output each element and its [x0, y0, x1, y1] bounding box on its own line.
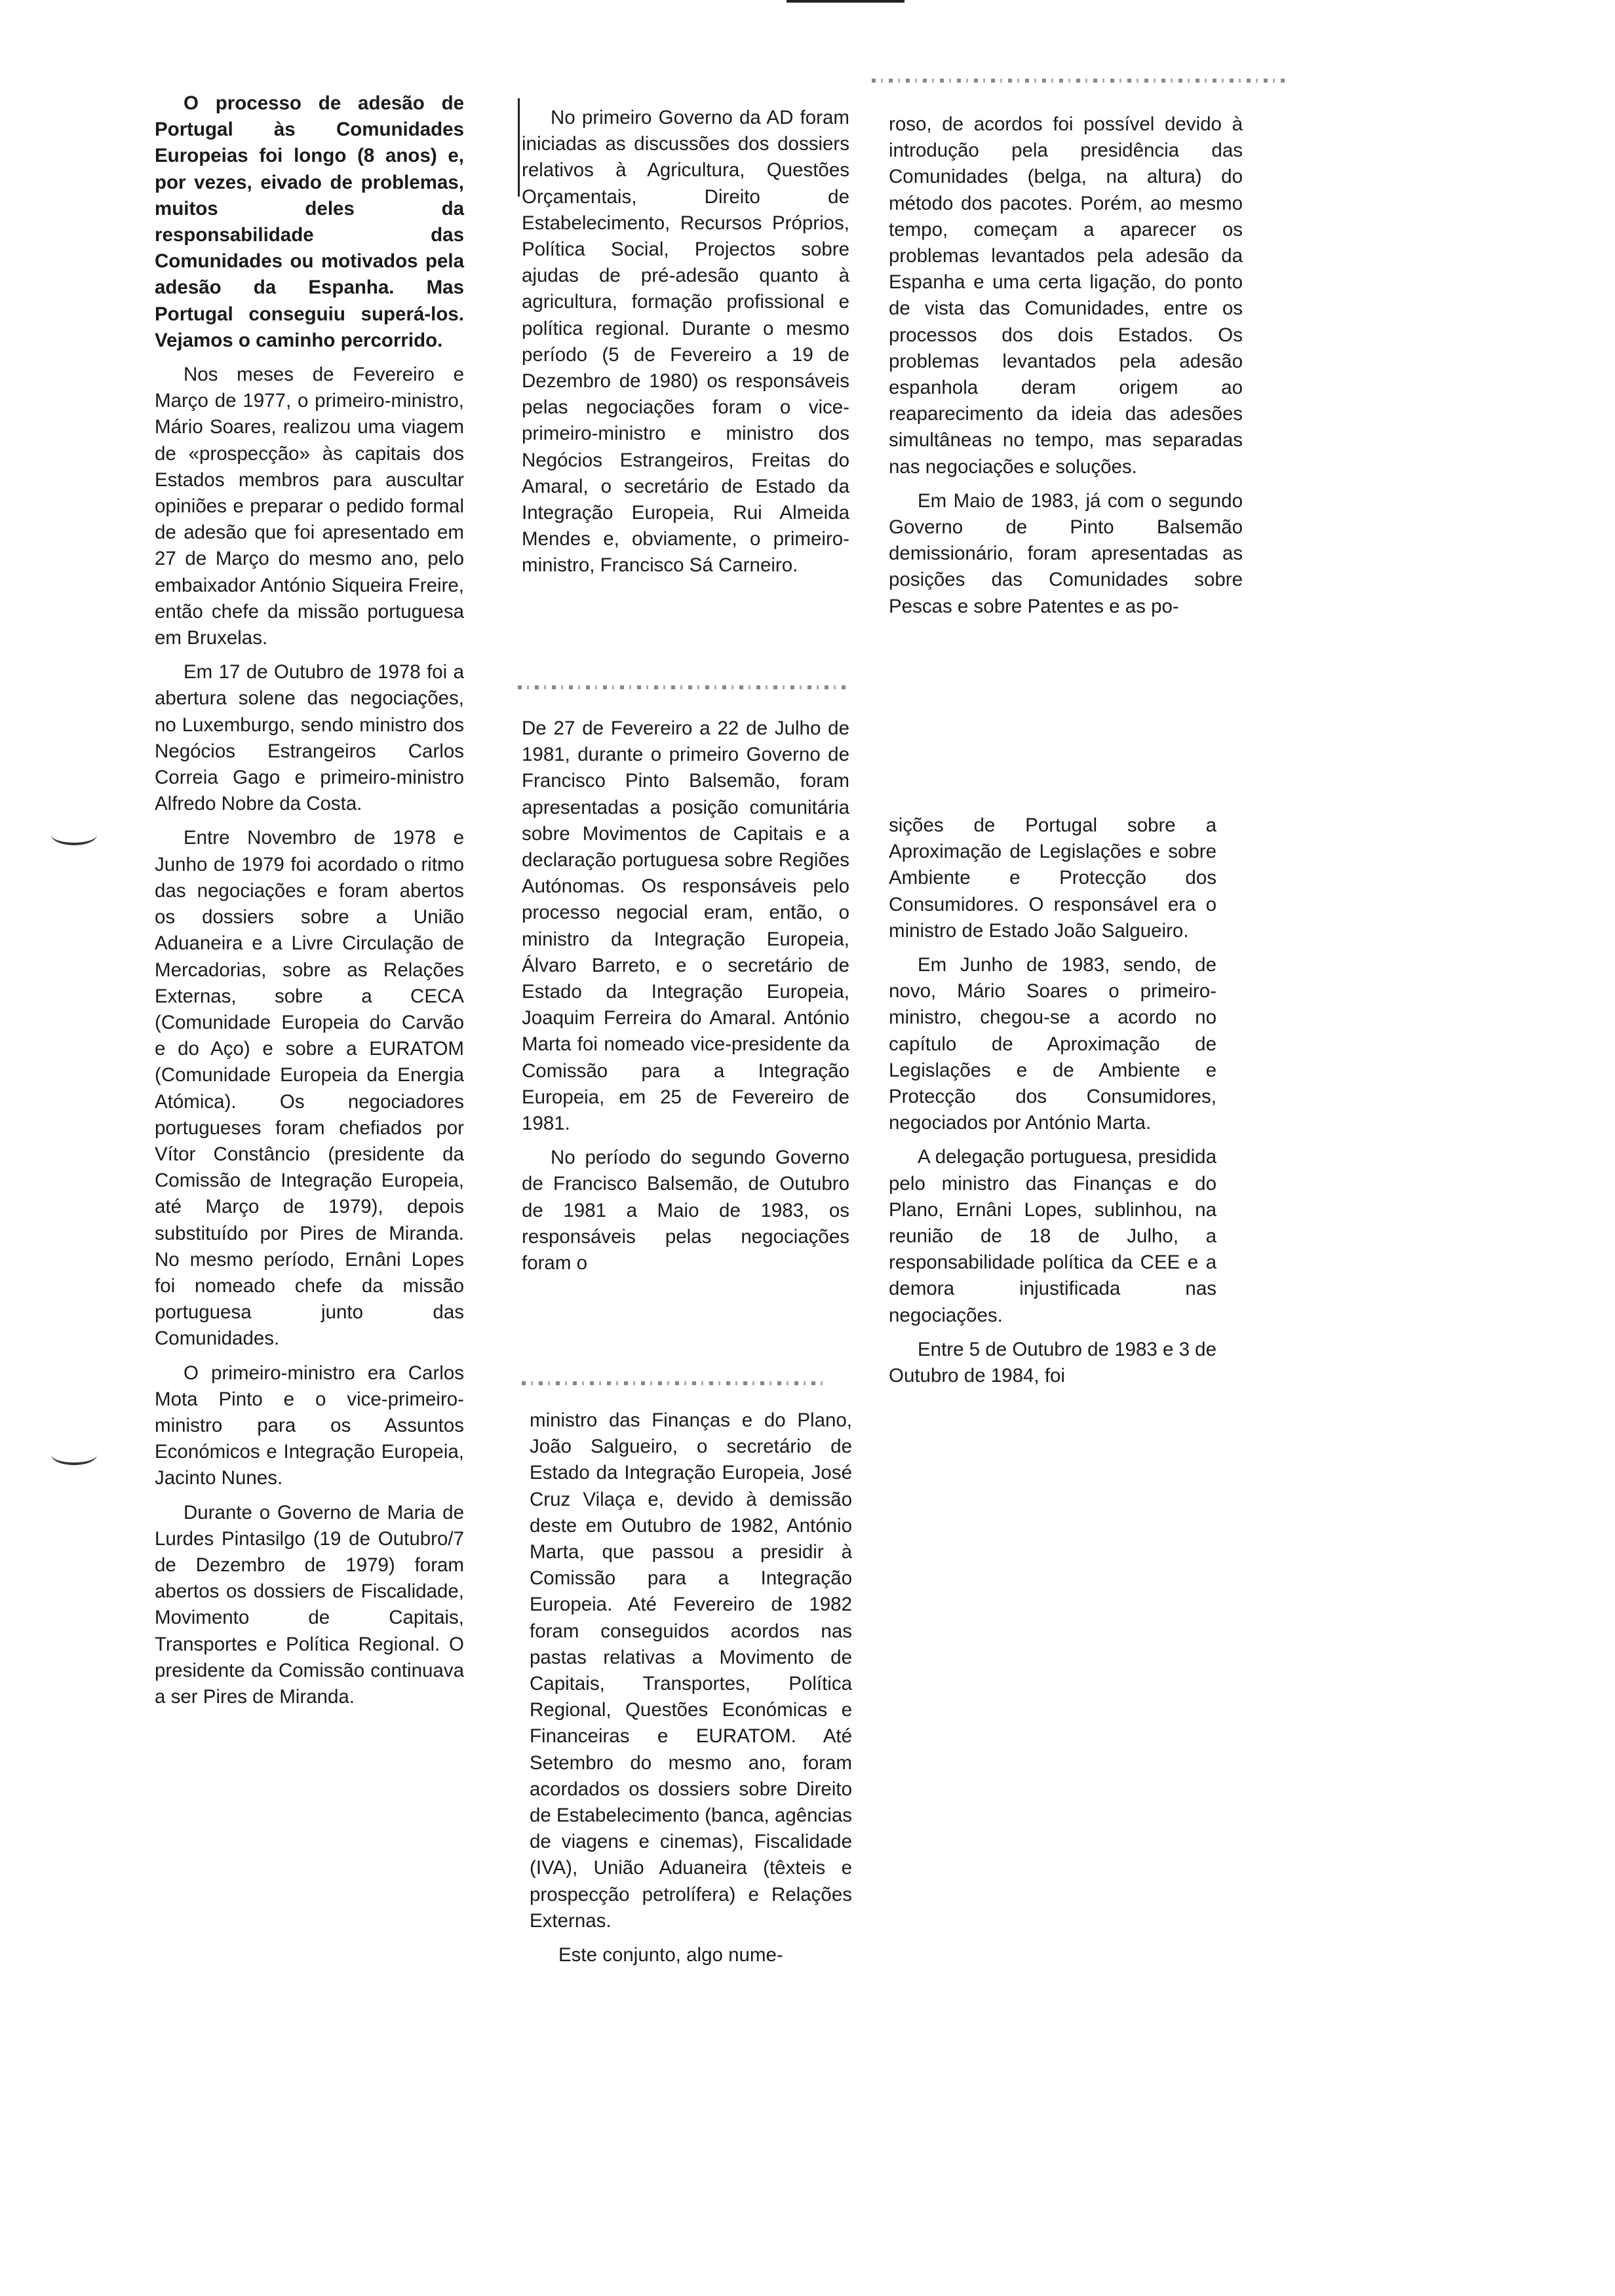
- paragraph: Este conjunto, algo nume-: [558, 1944, 783, 1966]
- paragraph: No primeiro Governo da AD foram iniciadas as discussões dos dossiers relativos à Agricultura, Questões Orçamentais, Direito de Estabelecimento, Recursos Próprios, Política Social, Projectos sobre ajudas de pré-adesão quanto à agricultura, formação profissional e política regional. Durante o mesmo período (5 de Fevereiro a 19 de Dezembro de 1980) os responsáveis pelas negociações foram o vice-primeiro-ministro e ministro dos Negócios Estrangeiros, Freitas do Amaral, o secretário de Estado da Integração Europeia, Rui Almeida Mendes e, obviamente, o primeiro-ministro, Francisco Sá Carneiro.: [522, 107, 849, 577]
- punch-mark: [51, 1444, 97, 1465]
- column-2-section-1: [522, 105, 849, 587]
- paragraph: Nos meses de Fevereiro e Março de 1977, o primeiro-ministro, Mário Soares, realizou uma viagem de «prospecção» às capitais dos Estados membros para auscultar opiniões e preparar o pedido formal de adesão que foi apresentado em 27 de Março do mesmo ano, pelo embaixador António Siqueira Freire, então chefe da missão portuguesa em Bruxelas.: [155, 364, 464, 649]
- paragraph: Durante o Governo de Maria de Lurdes Pintasilgo (19 de Outubro/7 de Dezembro de 1979) foram abertos os dossiers de Fiscalidade, Movimento de Capitais, Transportes e Política Regional. O presidente da Comissão continuava a ser Pires de Miranda.: [155, 1501, 464, 1708]
- paragraph: O primeiro-ministro era Carlos Mota Pinto e o vice-primeiro-ministro para os Assuntos Económicos e Integração Europeia, Jacinto Nunes.: [155, 1362, 464, 1489]
- column-3-section-1: [889, 111, 1243, 628]
- top-edge-rule: [787, 0, 905, 3]
- punch-mark: [51, 824, 97, 845]
- paragraph: Entre 5 de Outubro de 1983 e 3 de Outubro de 1984, foi: [889, 1338, 1216, 1387]
- lead-paragraph: O processo de adesão de Portugal às Comunidades Europeias foi longo (8 anos) e, por vezes, eivado de problemas, muitos deles da responsabilidade das Comunidades ou motivados pela adesão da Espanha. Mas Portugal conseguiu superá-los. Vejamos o caminho percorrido.: [155, 92, 464, 351]
- paragraph: sições de Portugal sobre a Aproximação de Legislações e sobre Ambiente e Protecção dos Consumidores. O responsável era o ministro de Estado João Salgueiro.: [889, 814, 1216, 942]
- paragraph: ministro das Finanças e do Plano, João Salgueiro, o secretário de Estado da Integração Europeia, José Cruz Vilaça e, devido à demissão deste em Outubro de 1982, António Marta, que passou a presidir à Comissão para a Integração Europeia. Até Fevereiro de 1982 foram conseguidos acordos nas pastas relativas a Movimento de Capitais, Transportes, Política Regional, Questões Económicas e Financeiras e EURATOM. Até Setembro do mesmo ano, foram acordados os dossiers sobre Direito de Estabelecimento (banca, agências de viagens e cinemas), Fiscalidade (IVA), União Aduaneira (têxteis e prospecção petrolífera) e Relações Externas.: [530, 1409, 852, 1932]
- paragraph: Entre Novembro de 1978 e Junho de 1979 foi acordado o ritmo das negociações e foram abertos os dossiers sobre a União Aduaneira e a Livre Circulação de Mercadorias, sobre as Relações Externas, sobre a CECA (Comunidade Europeia do Carvão e do Aço) e sobre a EURATOM (Comunidade Europeia da Energia Atómica). Os negociadores portugueses foram chefiados por Vítor Constâncio (presidente da Comissão de Integração Europeia, até Março de 1979), depois substituído por Pires de Miranda. No mesmo período, Ernâni Lopes foi nomeado chefe da missão portuguesa junto das Comunidades.: [155, 827, 464, 1350]
- paragraph: Em 17 de Outubro de 1978 foi a abertura solene das negociações, no Luxemburgo, sendo ministro dos Negócios Estrangeiros Carlos Correia Gago e primeiro-ministro Alfredo Nobre da Costa.: [155, 661, 464, 815]
- paragraph: No período do segundo Governo de Francisco Balsemão, de Outubro de 1981 a Maio de 1983, os responsáveis pelas negociações foram o: [522, 1147, 849, 1274]
- paragraph: Em Maio de 1983, já com o segundo Governo de Pinto Balsemão demissionário, foram apresentadas as posições das Comunidades sobre Pescas e sobre Patentes e as po-: [889, 489, 1243, 617]
- clipping-edge: [872, 79, 1285, 83]
- clipping-edge: [518, 685, 846, 689]
- paragraph: roso, de acordos foi possível devido à introdução pela presidência das Comunidades (belga, na altura) do método dos pacotes. Porém, ao mesmo tempo, começam a aparecer os problemas levantados pela adesão da Espanha e uma certa ligação, do ponto de vista das Comunidades, entre os processos dos dois Estados. Os problemas levantados pela adesão espanhola deram origem ao reaparecimento da ideia das adesões simultâneas no tempo, mas separadas nas negociações e soluções.: [889, 113, 1243, 478]
- clipping-edge: [522, 1381, 823, 1385]
- paragraph: De 27 de Fevereiro a 22 de Julho de 1981, durante o primeiro Governo de Francisco Pinto Balsemão, foram apresentadas a posição comunitária sobre Movimentos de Capitais e a declaração portuguesa sobre Regiões Autónomas. Os responsáveis pelo processo negocial eram, então, o ministro da Integração Europeia, Álvaro Barreto, e o secretário de Estado da Integração Europeia, Joaquim Ferreira do Amaral. António Marta foi nomeado vice-presidente da Comissão para a Integração Europeia, em 25 de Fevereiro de 1981.: [522, 718, 849, 1135]
- paragraph: A delegação portuguesa, presidida pelo ministro das Finanças e do Plano, Ernâni Lopes, sublinhou, na reunião de 18 de Julho, a responsabilidade política da CEE e a demora injustificada nas negociações.: [889, 1146, 1216, 1326]
- column-1: [155, 90, 464, 1718]
- column-3-section-2: [889, 813, 1216, 1397]
- column-divider: [518, 98, 520, 197]
- column-2-section-2: [522, 716, 849, 1284]
- column-2-section-3: [530, 1407, 852, 1976]
- paragraph: Em Junho de 1983, sendo, de novo, Mário Soares o primeiro-ministro, chegou-se a acordo no capítulo de Aproximação de Legislações e de Ambiente e Protecção dos Consumidores, negociados por António Marta.: [889, 954, 1216, 1134]
